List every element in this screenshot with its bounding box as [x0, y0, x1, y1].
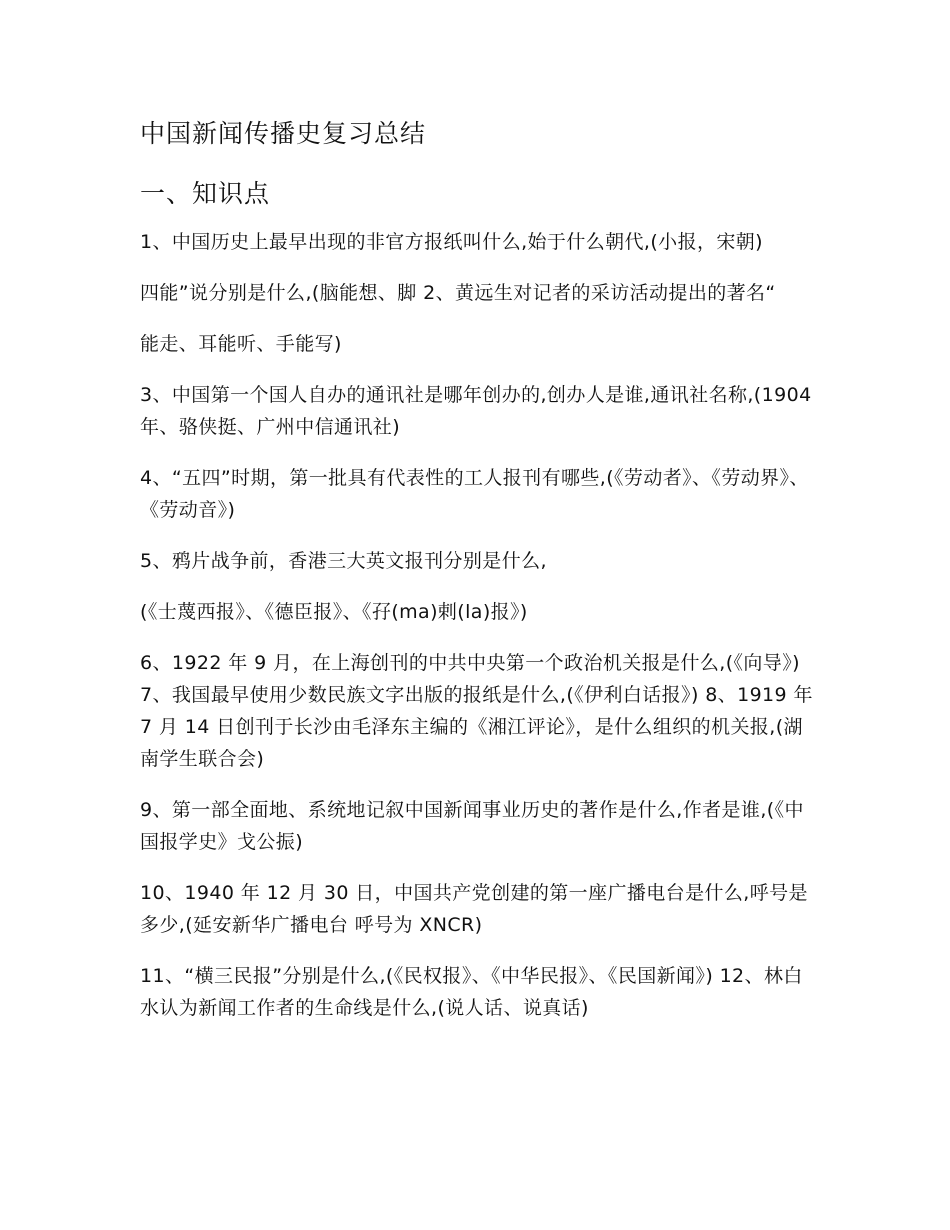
document-title: 中国新闻传播史复习总结	[140, 119, 427, 148]
paragraph: 6、1922 年 9 月，在上海创刊的中共中央第一个政治机关报是什么,(《向导》) 7、我国最早使用少数民族文字出版的报纸是什么,(《伊利白话报》) 8、1919 年 7 月 14 日创刊于长沙由毛泽东主编的《湘江评论》，是什么组织的机关报,(湖南学生联合会)	[140, 652, 813, 770]
paragraph: 3、中国第一个国人自办的通讯社是哪年创办的,创办人是谁,通讯社名称,(1904 年、骆侠挺、广州中信通讯社)	[140, 384, 812, 438]
paragraph: 10、1940 年 12 月 30 日，中国共产党创建的第一座广播电台是什么,呼号是多少,(延安新华广播电台 呼号为 XNCR)	[140, 882, 808, 936]
paragraph: 四能”说分别是什么,(脑能想、脚 2、黄远生对记者的采访活动提出的著名“	[140, 282, 776, 304]
paragraph: 4、“五四”时期，第一批具有代表性的工人报刊有哪些,(《劳动者》、《劳动界》、《劳动音》)	[140, 467, 809, 521]
section-heading: 一、知识点	[140, 179, 271, 208]
paragraph: 9、第一部全面地、系统地记叙中国新闻事业历史的著作是什么,作者是谁,(《中国报学史》戈公振)	[140, 799, 804, 853]
paragraph: 1、中国历史上最早出现的非官方报纸叫什么,始于什么朝代,(小报，宋朝)	[140, 231, 763, 253]
paragraph: 11、“横三民报”分别是什么,(《民权报》、《中华民报》、《民国新闻》) 12、林白水认为新闻工作者的生命线是什么,(说人话、说真话)	[140, 965, 803, 1019]
paragraph: 能走、耳能听、手能写)	[140, 333, 342, 355]
document-page	[140, 112, 820, 1043]
paragraph: (《士蔑西报》、《德臣报》、《孖(ma)剌(la)报》)	[140, 601, 528, 623]
paragraph: 5、鸦片战争前，香港三大英文报刊分别是什么,	[140, 550, 547, 572]
